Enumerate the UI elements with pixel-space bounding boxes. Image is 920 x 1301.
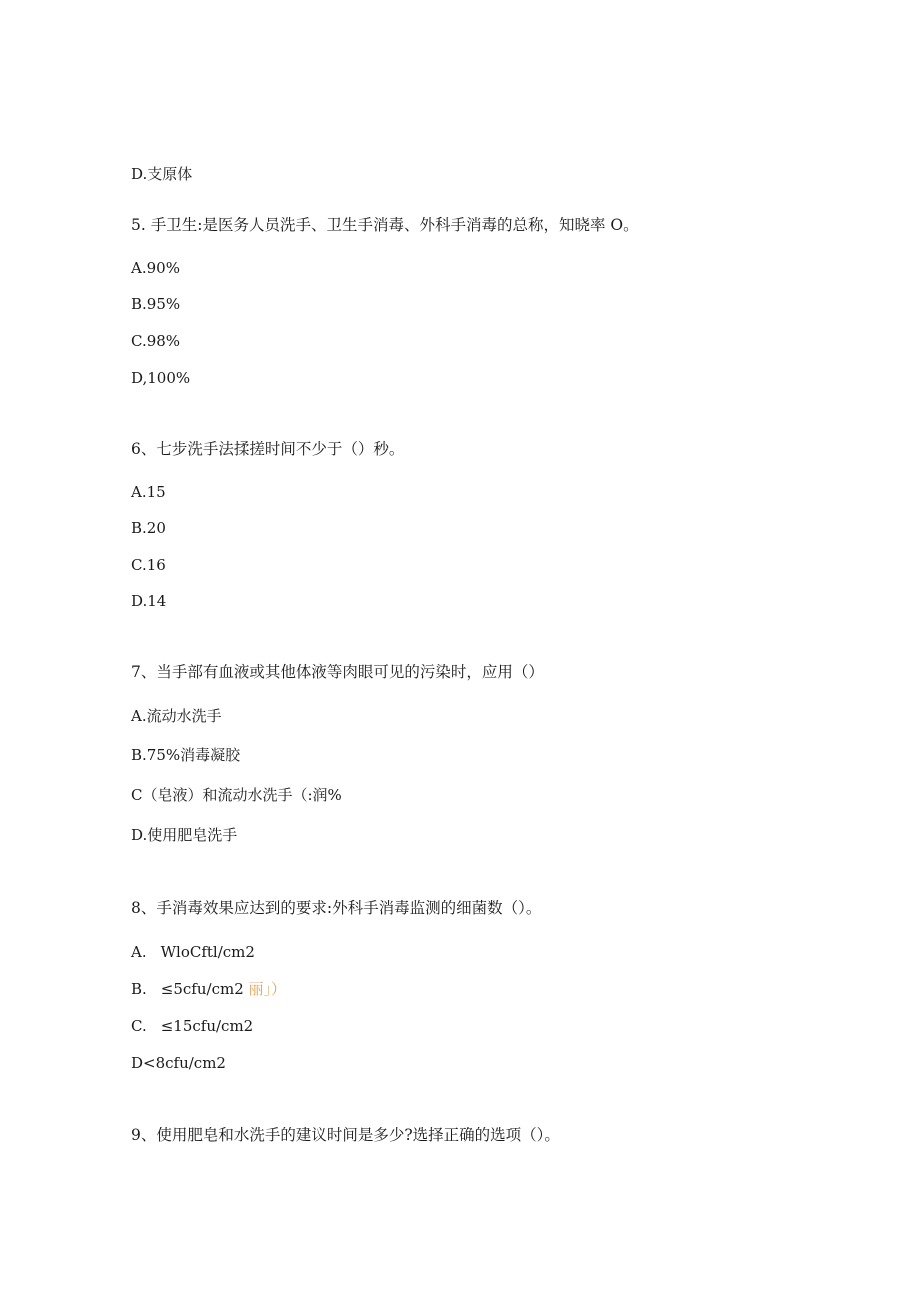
question-6: 6、七步洗手法揉搓时间不少于（）秒。 (131, 440, 405, 458)
option-d-q7: D.使用肥皂洗手 (131, 826, 238, 844)
question-9: 9、使用肥皂和水洗手的建议时间是多少?选择正确的选项（）。 (131, 1126, 560, 1144)
option-text: ≤5cfu∕cm2 (160, 980, 244, 998)
option-a-q6: A.15 (131, 483, 166, 501)
option-b-q6: B.20 (131, 519, 166, 537)
option-letter: B. (131, 980, 147, 998)
option-d-q8: D<8cfu∕cm2 (131, 1054, 226, 1072)
option-d-q6: D.14 (131, 592, 167, 610)
option-a-q8 (131, 942, 255, 962)
faint-stamp-text: 丽」） (248, 980, 287, 998)
option-a-q5: A.90% (131, 259, 180, 277)
option-d-q4: D.支原体 (131, 165, 193, 183)
option-a-q7: A.流动水洗手 (131, 707, 222, 725)
option-c-q5: C.98% (131, 332, 181, 350)
option-b-q5: B.95% (131, 295, 181, 313)
question-5: 5. 手卫生:是医务人员洗手、卫生手消毒、外科手消毒的总称，知晓率 O。 (131, 216, 639, 234)
option-text: WloCftl/cm2 (160, 943, 255, 961)
option-c-q7: C（皂液）和流动水洗手（:润% (131, 786, 342, 804)
option-text: ≤15cfu∕cm2 (160, 1017, 254, 1035)
option-letter: C. (131, 1017, 147, 1035)
option-c-q6: C.16 (131, 556, 166, 574)
option-c-q8 (131, 1016, 253, 1036)
question-7: 7、当手部有血液或其他体液等肉眼可见的污染时，应用（） (131, 663, 544, 681)
option-b-q8 (131, 979, 286, 999)
question-8: 8、手消毒效果应达到的要求:外科手消毒监测的细菌数（）。 (131, 899, 542, 917)
option-d-q5: D,100% (131, 369, 191, 387)
option-letter: A. (131, 943, 147, 961)
option-b-q7: B.75%消毒凝胶 (131, 746, 241, 764)
